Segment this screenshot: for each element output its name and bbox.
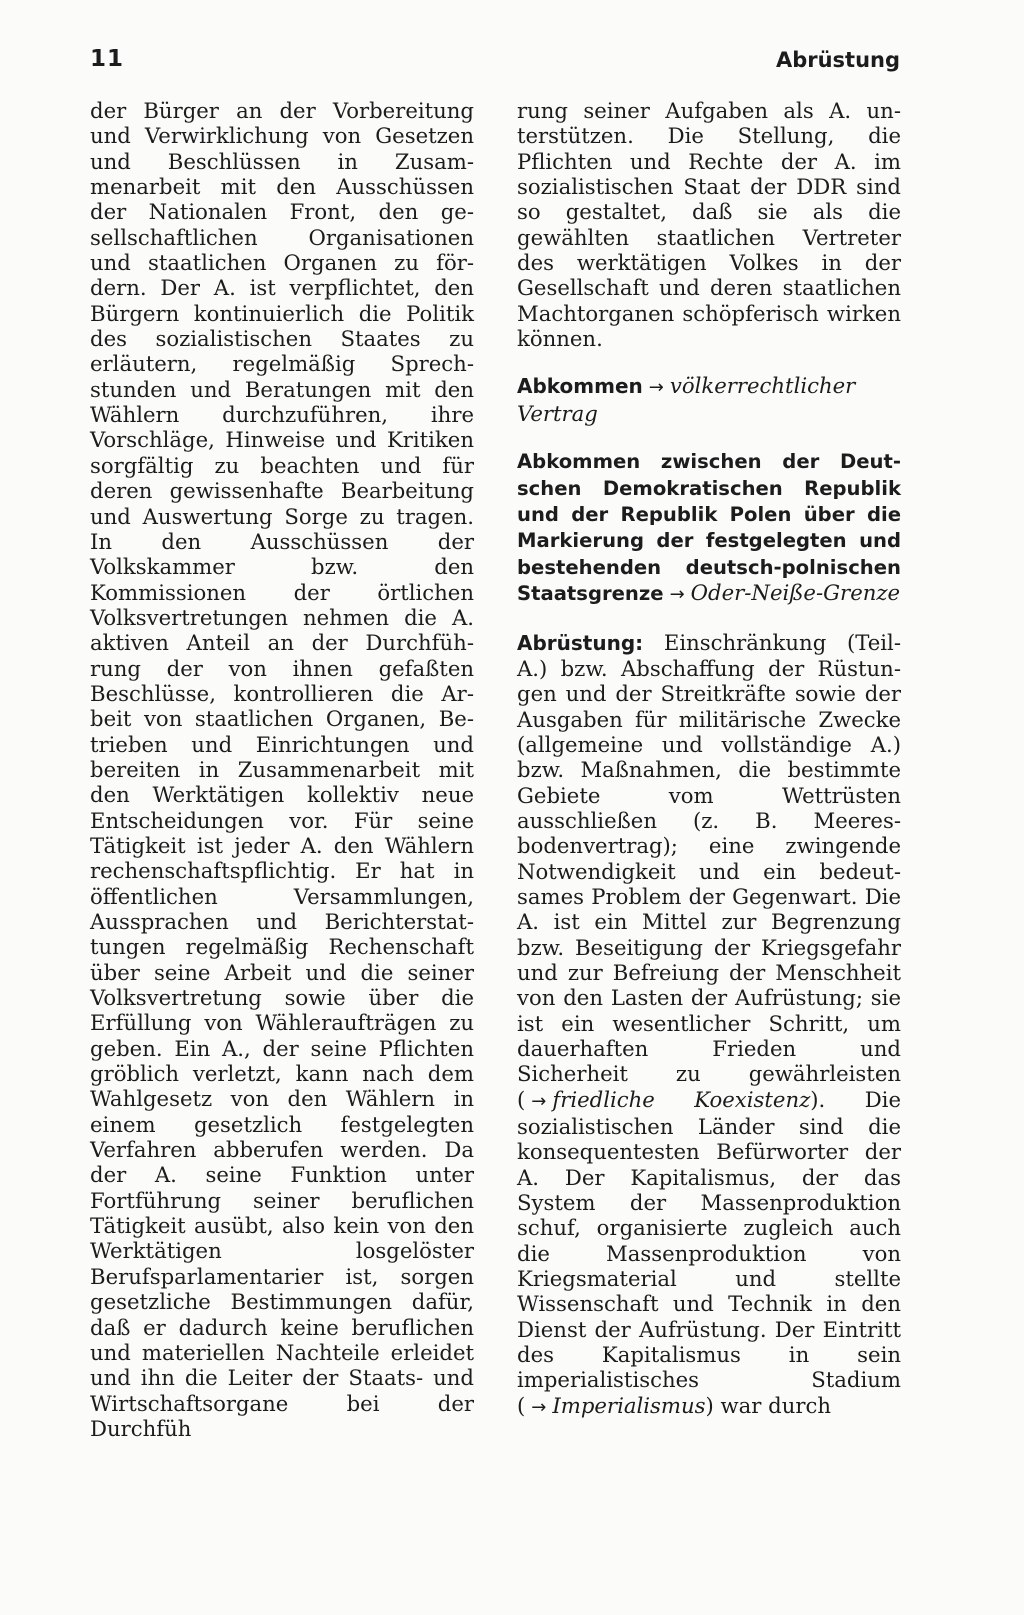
cross-reference: Oder-Neiße-Grenze	[690, 580, 901, 606]
page-number: 11	[90, 46, 125, 72]
entry-text: ) war durch	[705, 1392, 831, 1418]
left-column-text: der Bürger an der Vorbereitung und Verwirklichung von Gesetzen und Beschlüssen in Zusammenarbeit mit den Ausschüssen der Nationalen Front, den gesellschaftlichen Organisationen und staatlichen Organen zu fördern. Der A. ist verpflichtet, den Bürgern kontinuierlich die Politik des sozialistischen Staates zu erläutern, regelmäßig Sprechstunden und Beratungen mit den Wählern durchzuführen, ihre Vorschläge, Hinweise und Kritiken sorgfältig zu beachten und für deren gewissenhafte Bearbeitung und Auswertung Sorge zu tragen. In den Ausschüssen der Volkskammer bzw. den Kommissionen der örtlichen Volksvertretungen nehmen die A. aktiven Anteil an der Durchführung der von ihnen gefaßten Beschlüsse, kontrollieren die Arbeit von staatlichen Organen, Betrieben und Einrichtungen und bereiten in Zusammenarbeit mit den Werktätigen kollektiv neue Entscheidungen vor. Für seine Tätigkeit ist jeder A. den Wählern rechenschaftspflichtig. Er hat in öffentlichen Versammlungen, Aussprachen und Berichterstattungen regelmäßig Rechenschaft über seine Arbeit und die seiner Volksvertretung sowie über die Erfüllung von Wähleraufträgen zu geben. Ein A., der seine Pflichten gröblich verletzt, kann nach dem Wahlgesetz von den Wählern in einem gesetzlich festgelegten Verfahren abberufen werden. Da der A. seine Funktion unter Fortführung seiner beruflichen Tätigkeit ausübt, also kein von den Werktätigen losgelöster Berufsparlamentarier ist, sorgen gesetzliche Bestimmungen dafür, daß er dadurch keine beruflichen und materiellen Nachteile erleidet und ihn die Leiter der Staats- und Wirtschaftsorgane bei der Durchfüh	[90, 98, 474, 1441]
arrow-icon: →	[648, 377, 664, 399]
cross-reference: friedliche Koexistenz	[552, 1086, 811, 1112]
entry-abkommen	[517, 373, 901, 426]
arrow-icon: →	[669, 584, 685, 606]
entry-abruestung	[517, 630, 901, 1421]
entry-abkommen-ddr-polen	[517, 448, 901, 607]
arrow-icon: →	[531, 1090, 547, 1112]
left-column	[90, 98, 474, 1441]
entry-term: Abkommen	[517, 374, 643, 399]
right-column	[517, 98, 901, 1420]
cross-reference: völkerrechtlicher Vertrag	[517, 373, 856, 426]
running-head: Abrüstung	[775, 48, 900, 72]
arrow-icon: →	[531, 1396, 547, 1418]
continuation-text: rung seiner Aufgaben als A. unterstützen. Die Stellung, die Pflichten und Rechte der A. im sozialistischen Staat der DDR sind so gestaltet, daß sie als die gewählten staatlichen Vertreter des werktätigen Volkes in der Gesellschaft und deren staatlichen Machtorganen schöpferisch wirken können.	[517, 98, 901, 352]
entry-term: Abrüstung:	[517, 630, 644, 655]
entry-text: ). Die sozialistischen Länder sind die konsequentesten Befürworter der A. Der Kapitalismus, der das System der Massenproduktion schuf, organisierte zugleich auch die Massenproduktion von Kriegsmaterial und stellte Wissenschaft und Technik in den Dienst der Aufrüstung. Der Eintritt des Kapitalismus in sein imperialistisches Stadium (	[517, 1086, 901, 1418]
cross-reference: Imperialismus	[552, 1392, 706, 1418]
entry-text: Einschränkung (Teil-A.) bzw. Abschaffung der Rüstungen und der Streitkräfte sowie der Ausgaben für militärische Zwecke (allgemeine und vollständige A.) bzw. Maßnahmen, die bestimmte Gebiete vom Wettrüsten ausschließen (z. B. Meeresbodenvertrag); eine zwingende Notwendigkeit und ein bedeutsames Problem der Gegenwart. Die A. ist ein Mittel zur Begrenzung bzw. Beseitigung der Kriegsgefahr und zur Befreiung der Menschheit von den Lasten der Aufrüstung; sie ist ein wesentlicher Schritt, um dauerhaften Frieden und Sicherheit zu gewährleisten (	[517, 629, 901, 1112]
entry-term: Abkommen zwischen der Deutschen Demokratischen Republik und der Republik Polen über die Markierung der festgelegten und bestehenden deutsch-polnischen Staatsgrenze	[517, 450, 901, 606]
